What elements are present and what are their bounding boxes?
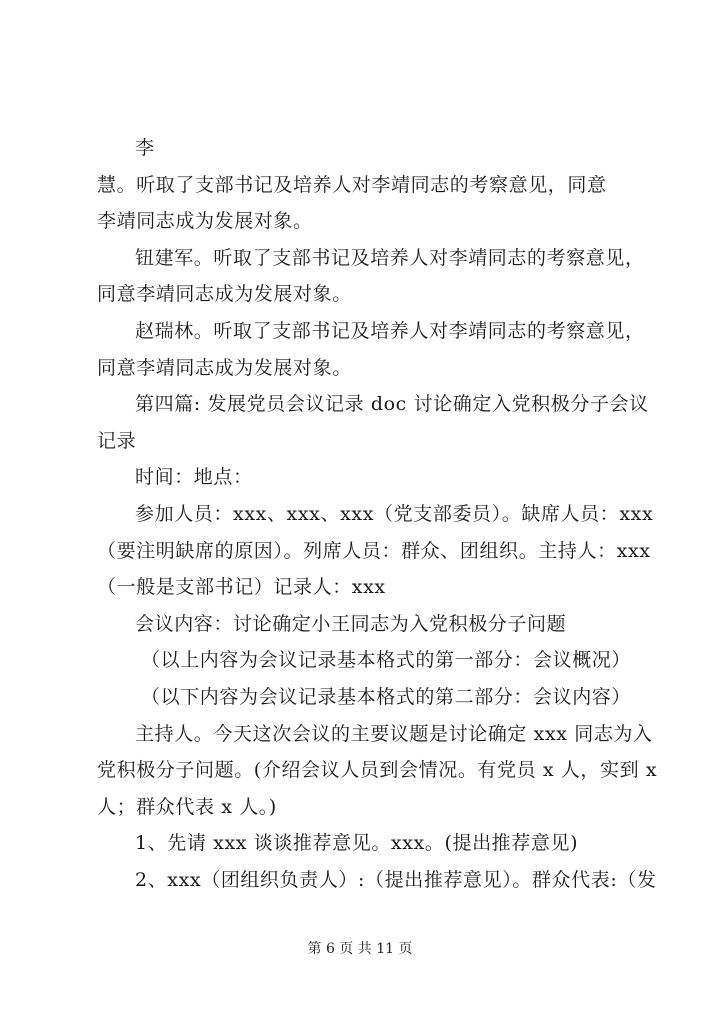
text-line: 主持人。今天这次会议的主要议题是讨论确定 xxx 同志为入	[135, 722, 653, 745]
text-line: （要注明缺席的原因）。列席人员：群众、团组织。主持人：xxx	[97, 539, 651, 562]
text-line: 李	[135, 137, 155, 159]
text-line: 党积极分子问题。(介绍会议人员到会情况。有党员 x 人，实到 x	[97, 759, 658, 782]
text-line: 钮建军。听取了支部书记及培养人对李靖同志的考察意见，	[135, 246, 645, 269]
text-line: 参加人员：xxx、xxx、xxx（党支部委员）。缺席人员：xxx	[135, 502, 654, 525]
section-heading: 第四篇: 发展党员会议记录 doc 讨论确定入党积极分子会议	[135, 393, 649, 416]
text-line: （以上内容为会议记录基本格式的第一部分：会议概况）	[141, 649, 632, 672]
text-line: 同意李靖同志成为发展对象。	[97, 356, 352, 379]
text-line: 人；群众代表 x 人。)	[97, 795, 277, 818]
text-line: 同意李靖同志成为发展对象。	[97, 283, 352, 306]
text-line: 慧。听取了支部书记及培养人对李靖同志的考察意见，同意	[97, 173, 607, 196]
text-line: 会议内容：讨论确定小王同志为入党积极分子问题	[135, 612, 567, 635]
page-number-footer: 第 6 页 共 11 页	[307, 941, 413, 957]
text-line: 2、xxx（团组织负责人）:（提出推荐意见）。群众代表:（发	[135, 868, 657, 891]
text-line: 赵瑞林。听取了支部书记及培养人对李靖同志的考察意见，	[135, 319, 645, 342]
text-line: （一般是支部书记）记录人：xxx	[97, 576, 386, 599]
text-line: 时间：地点：	[135, 466, 253, 489]
document-body	[97, 130, 658, 898]
section-heading: 记录	[97, 429, 137, 452]
text-line: （以下内容为会议记录基本格式的第二部分：会议内容）	[141, 685, 632, 708]
text-line: 李靖同志成为发展对象。	[97, 210, 313, 233]
text-line: 1、先请 xxx 谈谈推荐意见。xxx。(提出推荐意见)	[135, 832, 579, 855]
